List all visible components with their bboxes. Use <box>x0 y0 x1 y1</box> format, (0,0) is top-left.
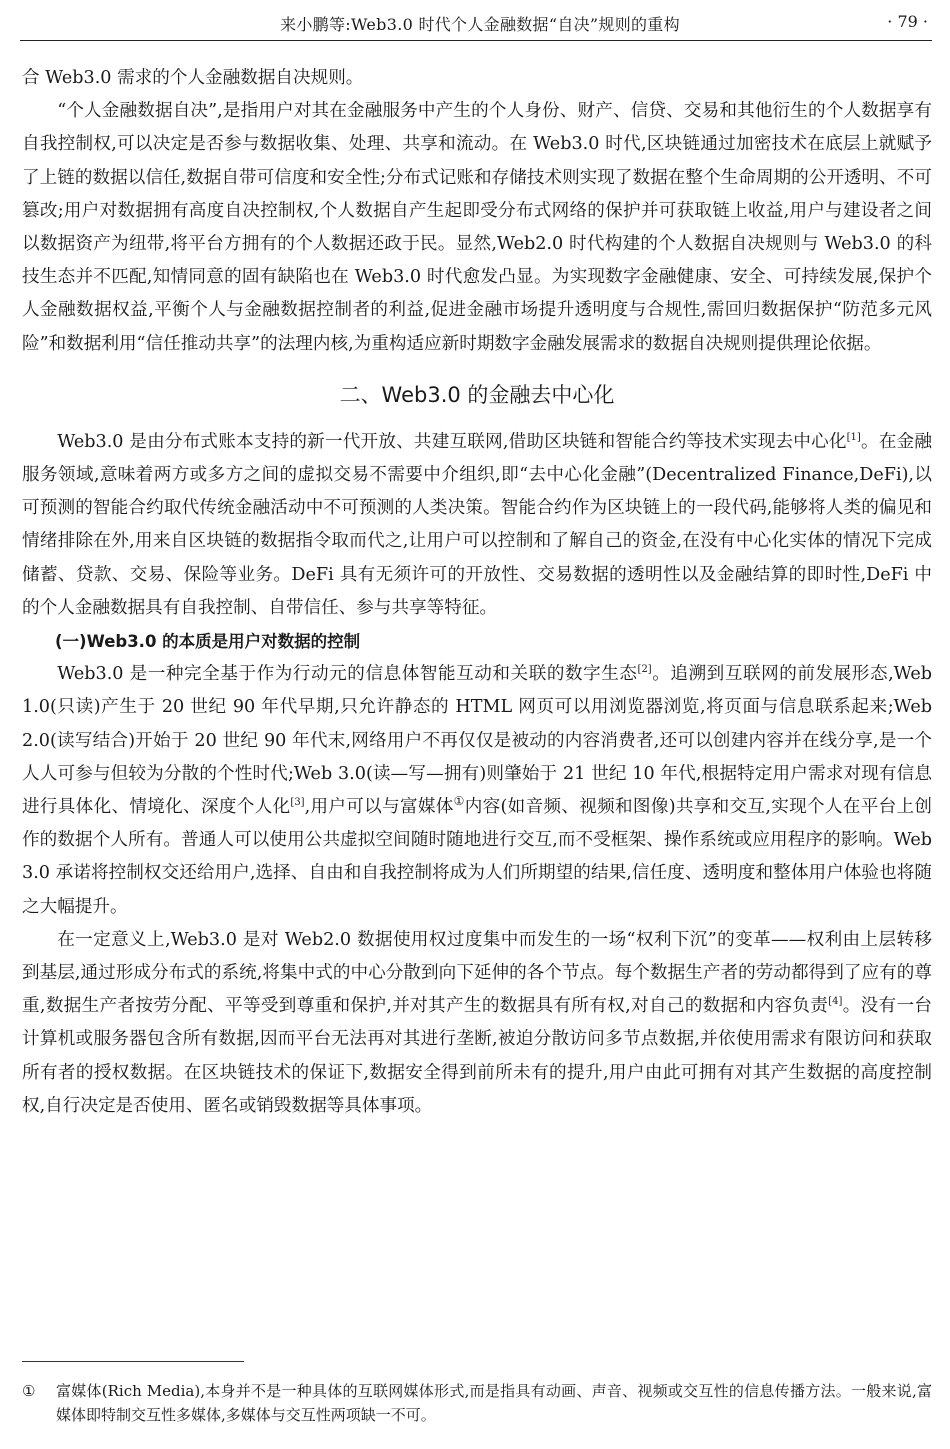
footnote-rule <box>22 1361 244 1362</box>
citation-ref: [1] <box>846 431 861 443</box>
text-run: Web3.0 是由分布式账本支持的新一代开放、共建互联网,借助区块链和智能合约等技术实现去中心化 <box>57 431 847 452</box>
footnote-marker: ① <box>22 1382 36 1400</box>
article-body <box>22 62 932 1123</box>
citation-ref: [2] <box>637 664 652 676</box>
text-run: 。没有一台计算机或服务器包含所有数据,因而平台无法再对其进行垄断,被迫分散访问多节点数据,并依使用需求有限访问和获取所有者的授权数据。在区块链技术的保证下,数据安全得到前所未有的提升,用户由此可拥有对其产生数据的高度控制权,自行决定是否使用、匿名或销毁数据等具体事项。 <box>22 996 932 1116</box>
citation-ref: [4] <box>828 996 843 1008</box>
paragraph-rights-sinking <box>22 924 932 1123</box>
running-title: 来小鹏等:Web3.0 时代个人金融数据“自决”规则的重构 <box>280 15 680 34</box>
header-rule <box>20 40 932 41</box>
paragraph-web3-defi <box>22 426 932 625</box>
subsection-heading: (一)Web3.0 的本质是用户对数据的控制 <box>55 632 361 652</box>
text-run: Web3.0 是一种完全基于作为行动元的信息体智能互动和关联的数字生态 <box>57 664 638 685</box>
running-header <box>0 0 950 40</box>
footnote-text: 富媒体(Rich Media),本身并不是一种具体的互联网媒体形式,而是指具有动画、声音、视频或交互性的信息传播方法。一般来说,富媒体即特制交互性多媒体,多媒体与交互性两项缺一不可。 <box>56 1382 932 1424</box>
paragraph-continued: 合 Web3.0 需求的个人金融数据自决规则。 <box>22 68 364 88</box>
citation-ref: [3] <box>290 797 305 809</box>
paragraph-data-self-determination: “个人金融数据自决”,是指用户对其在金融服务中产生的个人身份、财产、信贷、交易和其他衍生的个人数据享有自我控制权,可以决定是否参与数据收集、处理、共享和流动。在 Web3.0 时代,区块链通过加密技术在底层上就赋予了上链的数据以信任,数据自带可信度和安全性;分布式记账和存储技术则实现了数据在整个生命周期的公开透明、不可篡改;用户对数据拥有高度自决控制权,个人数据自产生起即受分布式网络的保护并可获取链上收益,用户与建设者之间以数据资产为纽带,将平台方拥有的个人数据还政于民。显然,Web2.0 时代构建的个人数据自决规则与 Web3.0 的科技生态并不匹配,知情同意的固有缺陷也在 Web3.0 时代愈发凸显。为实现数字金融健康、安全、可持续发展,保护个人金融数据权益,平衡个人与金融数据控制者的利益,促进金融市场提升透明度与合规性,需回归数据保护“防范多元风险”和数据利用“信任推动共享”的法理内核,为重构适应新时期数字金融发展需求的数据自决规则提供理论依据。 <box>22 101 932 354</box>
text-run: 。追溯到互联网的前发展形态,Web 1.0(只读)产生于 20 世纪 90 年代早期,只允许静态的 HTML 网页可以用浏览器浏览,将页面与信息联系起来;Web 2.0(读写结合)开始于 20 世纪 90 年代末,网络用户不再仅仅是被动的内容消费者,还可以创建内容并在线分享,是一个人人可参与但较为分散的个性时代;Web 3.0(读—写—拥有)则肇始于 21 世纪 10 年代,根据特定用户需求对现有信息进行具体化、情境化、深度个人化 <box>22 664 932 818</box>
paragraph-web-evolution <box>22 658 932 924</box>
section-heading: 二、Web3.0 的金融去中心化 <box>339 382 615 407</box>
page-number: · 79 · <box>887 12 928 31</box>
text-run: ,用户可以与富媒体 <box>304 797 454 818</box>
footnote <box>22 1379 932 1427</box>
text-run: 内容(如音频、视频和图像)共享和交互,实现个人在平台上创作的数据个人所有。普通人可以使用公共虚拟空间随时随地进行交互,而不受框架、操作系统或应用程序的影响。Web 3.0 承诺将控制权交还给用户,选择、自由和自我控制将成为人们所期望的结果,信任度、透明度和整体用户体验也将随之大幅提升。 <box>22 797 932 917</box>
text-run: 。在金融服务领域,意味着两方或多方之间的虚拟交易不需要中介组织,即“去中心化金融”(Decentralized Finance,DeFi),以可预测的智能合约取代传统金融活动中不可预测的人类决策。智能合约作为区块链上的一段代码,能够将人类的偏见和情绪排除在外,用来自区块链的数据指令取而代之,让用户可以控制和了解自己的资金,在没有中心化实体的情况下完成储蓄、贷款、交易、保险等业务。DeFi 具有无须许可的开放性、交易数据的透明性以及金融结算的即时性,DeFi 中的个人金融数据具有自我控制、自带信任、参与共享等特征。 <box>22 431 932 618</box>
text-run: 在一定意义上,Web3.0 是对 Web2.0 数据使用权过度集中而发生的一场“权利下沉”的变革——权利由上层转移到基层,通过形成分布式的系统,将集中式的中心分散到向下延伸的各个节点。每个数据生产者的劳动都得到了应有的尊重,数据生产者按劳分配、平等受到尊重和保护,并对其产生的数据具有所有权,对自己的数据和内容负责 <box>22 929 932 1017</box>
footnote-ref: ① <box>453 794 465 809</box>
